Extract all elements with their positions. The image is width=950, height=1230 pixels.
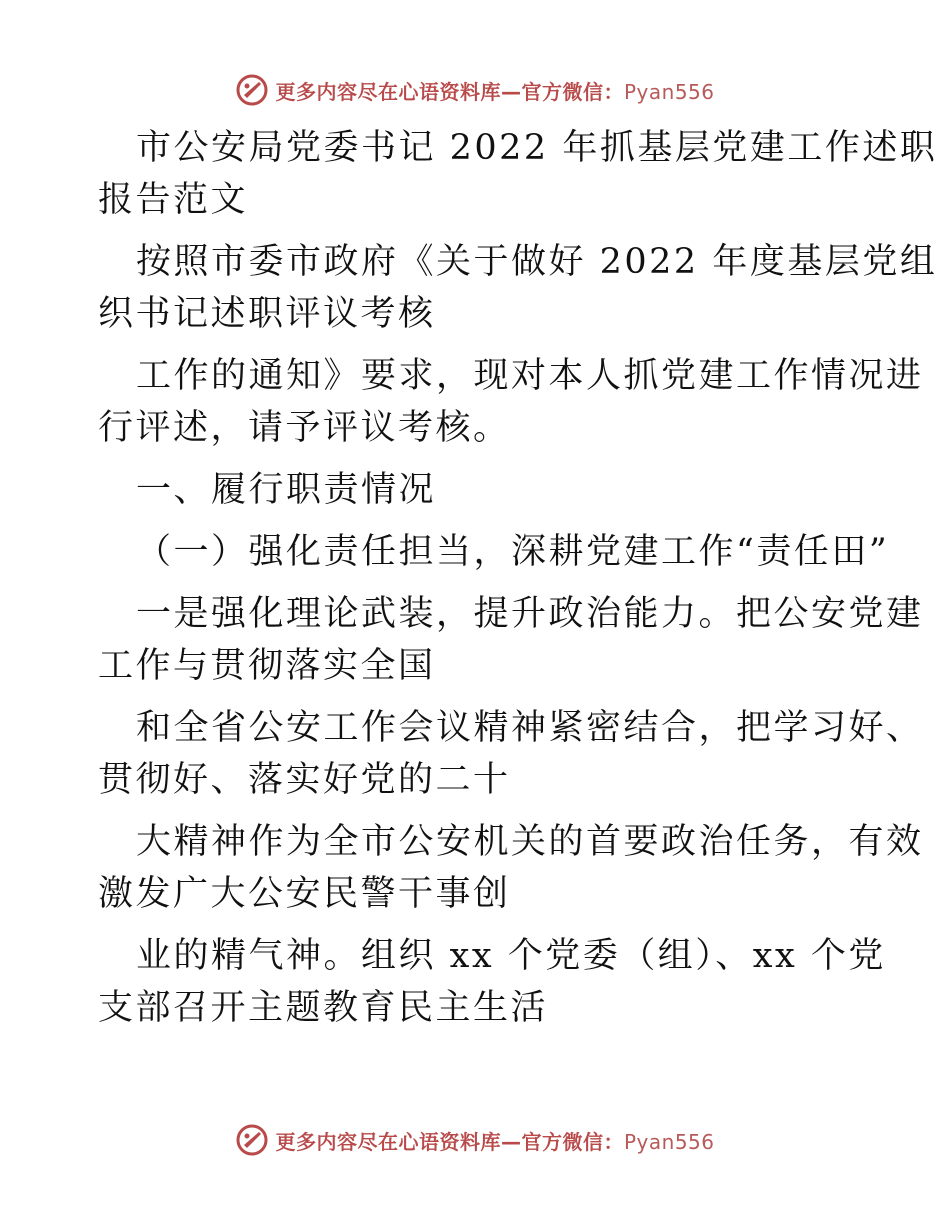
text-line: 织书记述职评议考核	[98, 294, 436, 334]
section-heading: 一、履行职责情况	[136, 470, 437, 510]
text-line: 大精神作为全市公安机关的首要政治任务，有效	[136, 822, 924, 862]
text-line: 激发广大公安民警干事创	[98, 874, 511, 914]
text-line: 和全省公安工作会议精神紧密结合，把学习好、	[136, 708, 924, 748]
header-watermark	[0, 70, 950, 110]
text-line: 行评述，请予评议考核。	[98, 408, 511, 448]
watermark-text: 更多内容尽在心语资料库—官方微信：Pyan556	[275, 1129, 715, 1154]
text-line: 一是强化理论武装，提升政治能力。把公安党建	[136, 594, 924, 634]
paragraph	[98, 350, 924, 454]
text-line: 贯彻好、落实好党的二十	[98, 760, 511, 800]
paragraph	[98, 702, 924, 806]
text-line: 工作与贯彻落实全国	[98, 646, 436, 686]
subsection-heading: （一）强化责任担当，深耕党建工作“责任田”	[136, 532, 890, 572]
paragraph	[98, 236, 938, 340]
brand-logo-icon	[235, 1123, 269, 1157]
watermark-text: 更多内容尽在心语资料库—官方微信：Pyan556	[275, 79, 715, 104]
document-body	[98, 122, 938, 1034]
paragraph	[98, 588, 924, 692]
text-line: 市公安局党委书记 2022 年抓基层党建工作述职	[136, 128, 938, 168]
text-line: 报告范文	[98, 180, 249, 220]
paragraph	[98, 526, 890, 578]
footer-watermark	[0, 1120, 950, 1160]
text-line: 工作的通知》要求，现对本人抓党建工作情况进	[136, 356, 924, 396]
text-line: 支部召开主题教育民主生活	[98, 988, 549, 1028]
paragraph	[98, 122, 938, 226]
text-line: 业的精气神。组织 xx 个党委（组）、xx 个党	[136, 936, 886, 976]
brand-logo-icon	[235, 73, 269, 107]
text-line: 按照市委市政府《关于做好 2022 年度基层党组	[136, 242, 938, 282]
paragraph	[98, 816, 924, 920]
paragraph	[98, 464, 858, 516]
paragraph	[98, 930, 886, 1034]
